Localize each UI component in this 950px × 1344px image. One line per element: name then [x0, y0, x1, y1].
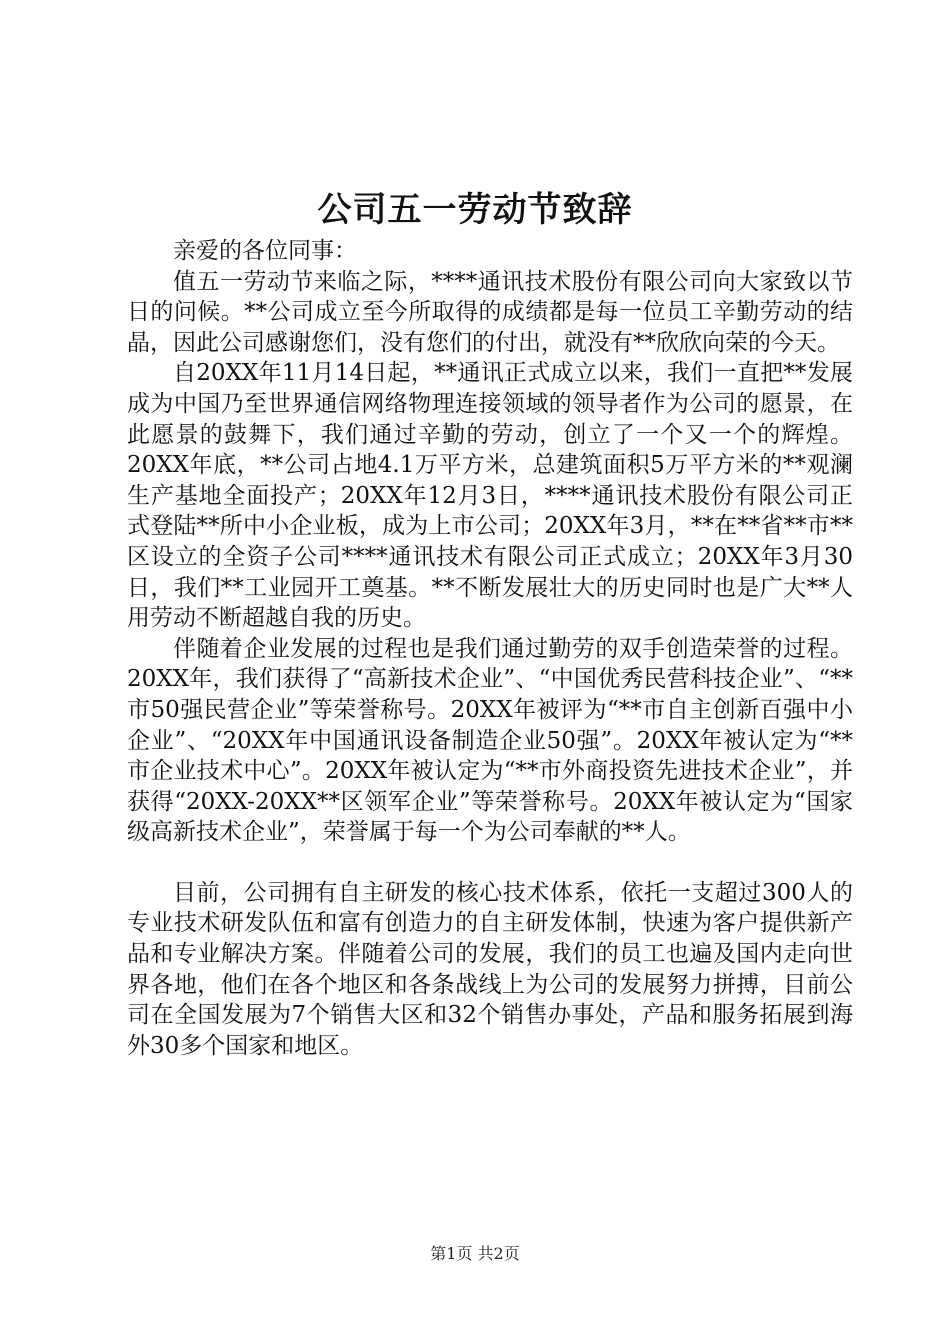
document-body — [127, 236, 853, 1061]
document-title: 公司五一劳动节致辞 — [317, 190, 633, 230]
page-footer: 第1页 共2页 — [430, 1244, 520, 1263]
salutation: 亲爱的各位同事： — [173, 238, 357, 264]
paragraph-honors: 伴随着企业发展的过程也是我们通过勤劳的双手创造荣誉的过程。20XX年，我们获得了“高新技术企业”、“中国优秀民营科技企业”、“**市50强民营企业”等荣誉称号。20XX年被评为“**市自主创新百强中小企业”、“20XX年中国通讯设备制造企业50强”。20XX年被认定为“**市企业技术中心”。20XX年被认定为“**市外商投资先进技术企业”，并获得“20XX-20XX**区领军企业”等荣誉称号。20XX年被认定为“国家级高新技术企业”，荣誉属于每一个为公司奉献的**人。 — [127, 635, 853, 846]
paragraph-current-status: 目前，公司拥有自主研发的核心技术体系，依托一支超过300人的专业技术研发队伍和富有创造力的自主研发体制，快速为客户提供新产品和专业解决方案。伴随着公司的发展，我们的员工也遍及国内走向世界各地，他们在各个地区和各条战线上为公司的发展努力拼搏，目前公司在全国发展为7个销售大区和32个销售办事处，产品和服务拓展到海外30多个国家和地区。 — [127, 879, 853, 1059]
paragraph-greeting: 值五一劳动节来临之际，****通讯技术股份有限公司向大家致以节日的问候。**公司成立至今所取得的成绩都是每一位员工辛勤劳动的结晶，因此公司感谢您们，没有您们的付出，就没有**欣欣向荣的今天。 — [127, 268, 853, 356]
paragraph-history: 自20XX年11月14日起，**通讯正式成立以来，我们一直把**发展成为中国乃至世界通信网络物理连接领域的领导者作为公司的愿景，在此愿景的鼓舞下，我们通过辛勤的劳动，创立了一个又一个的辉煌。20XX年底，**公司占地4.1万平方米，总建筑面积5万平方米的**观澜生产基地全面投产；20XX年12月3日，****通讯技术股份有限公司正式登陆**所中小企业板，成为上市公司；20XX年3月，**在**省**市**区设立的全资子公司****通讯技术有限公司正式成立；20XX年3月30日，我们**工业园开工奠基。**不断发展壮大的历史同时也是广大**人用劳动不断超越自我的历史。 — [127, 360, 853, 632]
